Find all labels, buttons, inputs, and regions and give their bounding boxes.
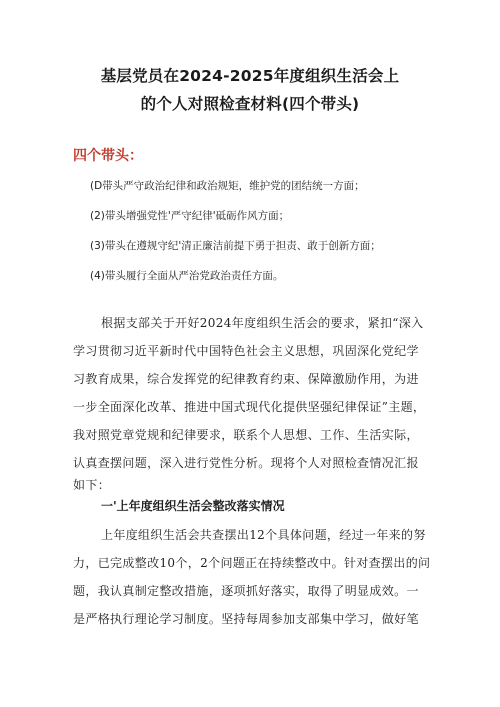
section-1-line-3: 题，我认真制定整改措施，逐项抓好落实，取得了明显成效。一: [73, 584, 419, 598]
intro-paragraph-line-4: 一步全面深化改革、推进中国式现代化提供坚强纪律保证”主题，: [73, 400, 426, 414]
intro-paragraph-line-7: 如下：: [73, 478, 111, 492]
document-title-line-1: 基层党员在2024-2025年度组织生活会上: [100, 67, 400, 85]
section-1-line-2: 力，已完成整改10个，2个问题正在持续整改中。针对查摆出的问: [73, 556, 431, 570]
intro-paragraph-line-5: 我对照党章党规和纪律要求，联系个人思想、工作、生活实际，: [73, 428, 419, 442]
intro-paragraph-line-2: 学习贯彻习近平新时代中国特色社会主义思想，巩固深化党纪学: [73, 344, 419, 358]
section-1-line-1: 上年度组织生活会共查摆出12个具体问题，经过一年来的努: [101, 528, 426, 542]
intro-paragraph-line-6: 认真查摆问题，深入进行党性分析。现将个人对照检查情况汇报: [73, 456, 419, 470]
four-lead-item-4: (4)带头履行全面从严治党政治责任方面。: [90, 270, 284, 282]
document-title-line-2: 的个人对照检查材料(四个带头): [140, 95, 360, 113]
four-lead-heading: 四个带头：: [73, 148, 143, 164]
four-lead-item-2: (2)带头增强党性'严守纪律'砥砺作风方面；: [90, 210, 290, 222]
intro-paragraph-line-1: 根据支部关于开好2024年度组织生活会的要求，紧扣“深入: [101, 316, 424, 330]
section-1-line-4: 是严格执行理论学习制度。坚持每周参加支部集中学习，做好笔: [73, 612, 419, 626]
four-lead-item-1: (D带头严守政治纪律和政治规矩，维护党的团结统一方面；: [90, 180, 365, 192]
four-lead-item-3: (3)带头在遵规守纪'清正廉洁前提下勇于担责、敢于创新方面；: [90, 240, 381, 252]
intro-paragraph-line-3: 习教育成果，综合发挥党的纪律教育约束、保障激励作用，为进: [73, 372, 419, 386]
section-1-heading: 一'上年度组织生活会整改落实情况: [101, 499, 285, 513]
